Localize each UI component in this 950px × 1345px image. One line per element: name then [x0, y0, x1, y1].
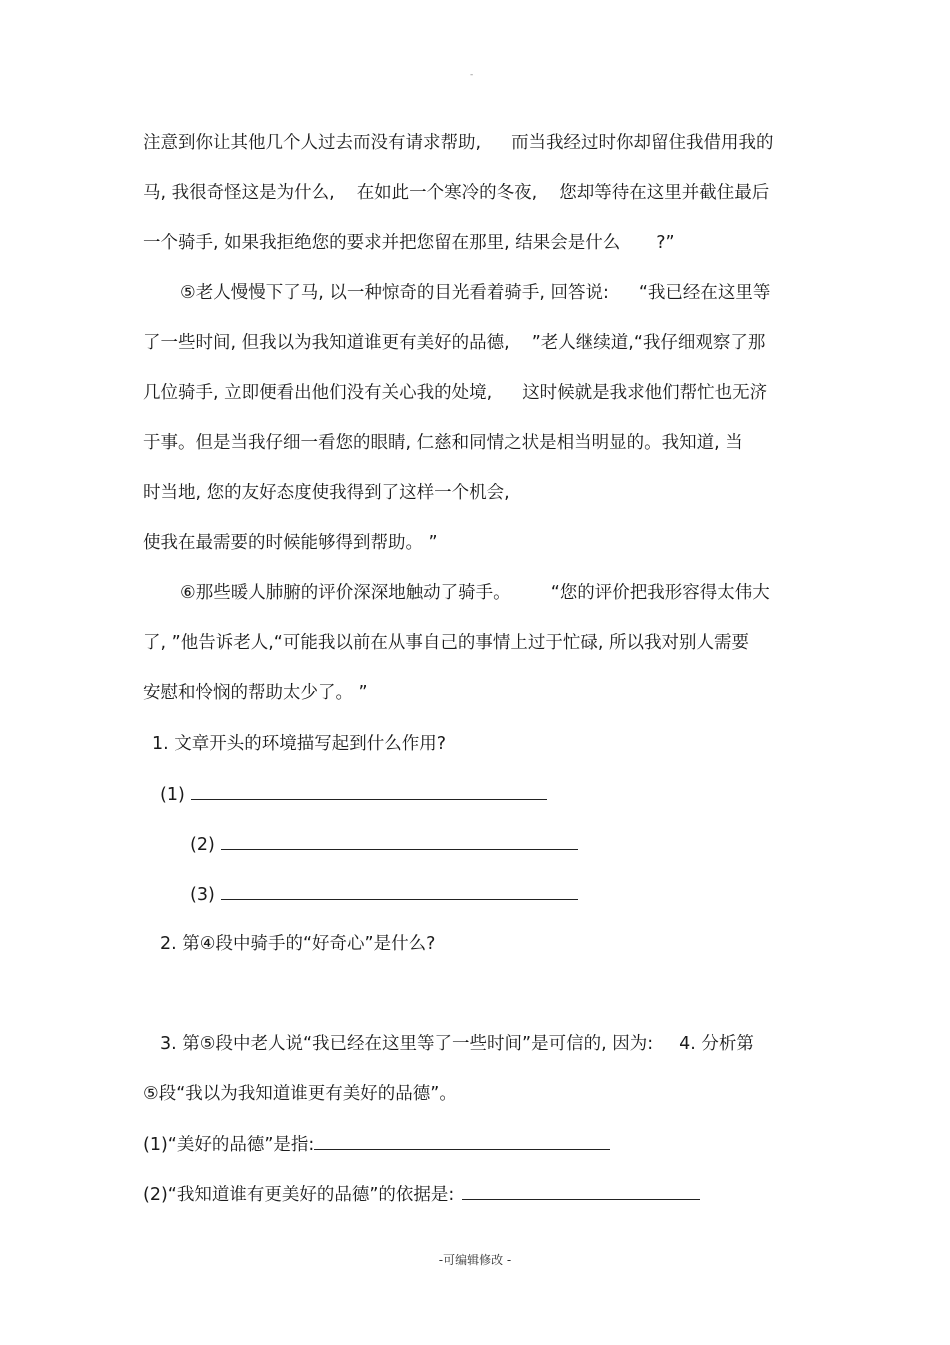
question-4-part-2 — [143, 1181, 700, 1208]
answer-label: (3) — [190, 885, 215, 905]
answer-line-1 — [160, 781, 547, 808]
answer-label: (2) — [190, 835, 215, 855]
answer-line-3 — [190, 881, 578, 908]
text-segment: ⑤老人慢慢下了马, 以一种惊奇的目光看着骑手, 回答说: — [180, 283, 609, 303]
header-mark: - — [470, 70, 474, 80]
answer-blank[interactable] — [221, 881, 578, 900]
text-segment: “我已经在这里等 — [638, 283, 771, 303]
text-segment: ⑥那些暖人肺腑的评价深深地触动了骑手。 — [180, 583, 511, 603]
passage-line — [143, 230, 675, 256]
answer-blank[interactable] — [221, 831, 578, 850]
passage-line: 于事。但是当我仔细一看您的眼睛, 仁慈和同情之状是相当明显的。我知道, 当 — [143, 433, 743, 453]
text-segment: “您的评价把我形容得太伟大 — [550, 583, 770, 603]
text-segment: ”老人继续道,“我仔细观察了那 — [531, 333, 766, 353]
text-segment: 3. 第⑤段中老人说“我已经在这里等了一些时间”是可信的, 因为: — [160, 1034, 654, 1054]
answer-blank[interactable] — [314, 1131, 610, 1150]
passage-line: 时当地, 您的友好态度使我得到了这样一个机会, — [143, 483, 510, 503]
question-1: 1. 文章开头的环境描写起到什么作用? — [152, 734, 447, 754]
text-segment: 而当我经过时你却留住我借用我的 — [511, 133, 774, 153]
page-footer: -可编辑修改 - — [438, 1253, 512, 1267]
passage-line: 使我在最需要的时候能够得到帮助。 ” — [143, 533, 438, 553]
text-segment: 您却等待在这里并截住最后 — [559, 183, 770, 203]
text-segment: (2)“我知道谁有更美好的品德”的依据是: — [143, 1185, 455, 1205]
answer-blank[interactable] — [191, 781, 547, 800]
text-segment: 几位骑手, 立即便看出他们没有关心我的处境, — [143, 383, 493, 403]
text-segment: 4. 分析第 — [679, 1034, 754, 1054]
passage-line — [143, 180, 769, 206]
text-segment: 在如此一个寒冷的冬夜, — [356, 183, 538, 203]
question-2: 2. 第④段中骑手的“好奇心”是什么? — [160, 934, 436, 954]
text-segment: 这时候就是我求他们帮忙也无济 — [522, 383, 768, 403]
question-4: ⑤段“我以为我知道谁更有美好的品德”。 — [143, 1084, 457, 1104]
answer-label: (1) — [160, 785, 185, 805]
passage-line — [143, 330, 765, 356]
passage-line: 了, ”他告诉老人,“可能我以前在从事自己的事情上过于忙碌, 所以我对别人需要 — [143, 633, 749, 653]
text-segment: 了一些时间, 但我以为我知道谁更有美好的品德, — [143, 333, 510, 353]
text-segment: 马, 我很奇怪这是为什么, — [143, 183, 335, 203]
answer-blank[interactable] — [462, 1181, 700, 1200]
passage-line — [180, 580, 770, 606]
text-segment: 一个骑手, 如果我拒绝您的要求并把您留在那里, 结果会是什么 — [143, 233, 621, 253]
passage-line — [180, 280, 770, 306]
question-4-part-1 — [143, 1131, 610, 1158]
passage-line — [143, 380, 767, 406]
text-segment: 注意到你让其他几个人过去而没有请求帮助, — [143, 133, 482, 153]
answer-line-2 — [190, 831, 578, 858]
passage-line — [143, 130, 774, 156]
text-segment: (1)“美好的品德”是指: — [143, 1135, 315, 1155]
question-3 — [160, 1031, 754, 1057]
passage-line: 安慰和怜悯的帮助太少了。 ” — [143, 683, 368, 703]
text-segment: ?” — [656, 233, 675, 253]
